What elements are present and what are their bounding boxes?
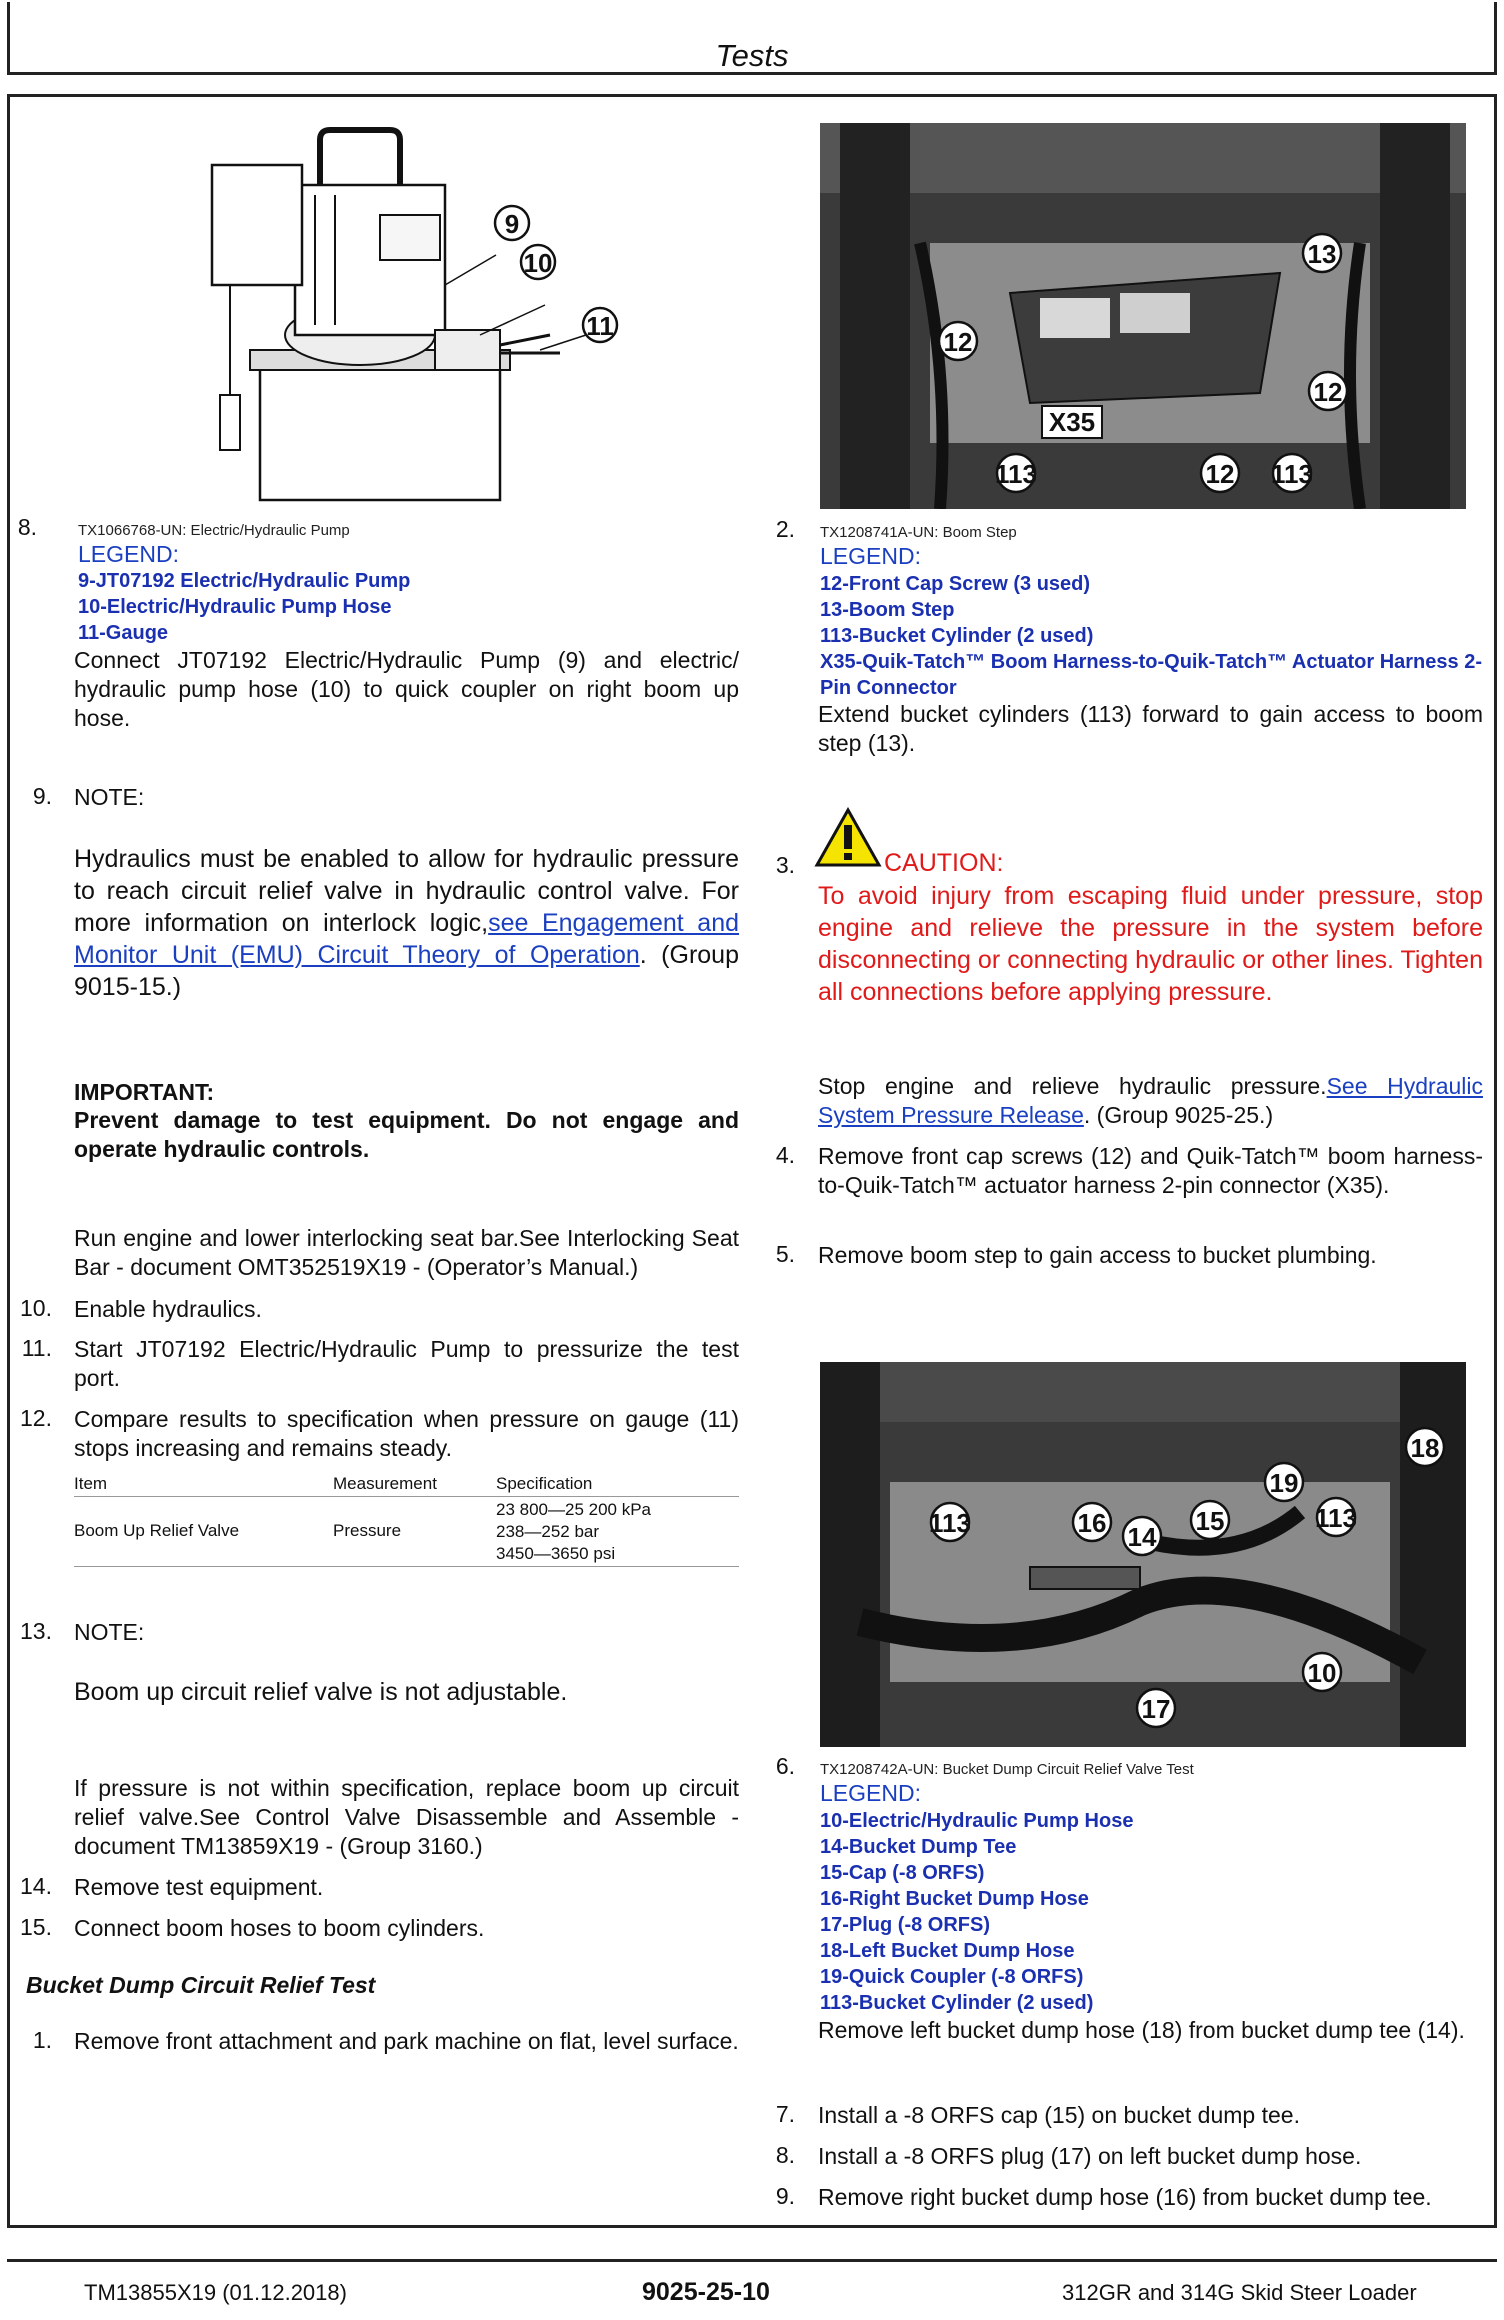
step-text-part1: Stop engine and relieve hydraulic pressure. — [818, 1073, 1327, 1099]
legend-title: LEGEND: — [820, 1780, 921, 1806]
legend-list — [78, 568, 410, 646]
callout-10-label: 10 — [523, 248, 553, 278]
callout-9-label: 9 — [504, 209, 520, 239]
step-text-part2: . (Group 9025-25.) — [1083, 1102, 1274, 1128]
step-text: Remove left bucket dump hose (18) from bucket dump tee (14). — [818, 2017, 1465, 2043]
section-title: Bucket Dump Circuit Relief Test — [26, 1972, 376, 1998]
step-number: 2. — [775, 516, 795, 542]
pressure-release-link[interactable]: See Hydraulic System Pressure Release — [818, 1073, 1483, 1128]
warning-triangle-icon — [814, 807, 882, 869]
legend-title: LEGEND: — [78, 541, 179, 567]
callout-113-label: 113 — [1271, 459, 1313, 489]
step-text: Compare results to specification when pressure on gauge (11) stops increasing and remains steady. — [74, 1406, 739, 1461]
step-number: 15. — [20, 1914, 52, 1940]
note-text: Boom up circuit relief valve is not adjustable. — [74, 1678, 568, 1706]
table-cell-item: Boom Up Relief Valve — [74, 1521, 240, 1540]
step-number: 4. — [775, 1142, 795, 1168]
step-text: Start JT07192 Electric/Hydraulic Pump to pressurize the test port. — [74, 1336, 739, 1391]
step-text — [818, 1072, 1483, 1130]
legend-item: 14-Bucket Dump Tee — [820, 1836, 1017, 1858]
callout-16-label: 16 — [1077, 1508, 1107, 1538]
legend-item: 13-Boom Step — [820, 599, 955, 621]
legend-list — [820, 571, 1482, 701]
step-number: 8. — [775, 2142, 795, 2168]
run-engine-text: Run engine and lower interlocking seat bar.See Interlocking Seat Bar - document OMT352519X19 - (Operator’s Manual.) — [74, 1225, 739, 1280]
footer-rule — [7, 2259, 1497, 2262]
note-text-part2: . (Group 9015-15.) — [74, 941, 739, 1001]
callout-13-label: 13 — [1307, 239, 1337, 269]
table-header-measurement: Measurement — [333, 1474, 437, 1493]
step-number: 9. — [32, 783, 52, 809]
step-text: Remove test equipment. — [74, 1874, 324, 1900]
legend-item: 10-Electric/Hydraulic Pump Hose — [820, 1810, 1134, 1832]
callout-14-label: 14 — [1127, 1522, 1157, 1552]
legend-item: 9-JT07192 Electric/Hydraulic Pump — [78, 570, 411, 592]
callout-113-label: 113 — [1315, 1503, 1357, 1533]
legend-item: 16-Right Bucket Dump Hose — [820, 1888, 1089, 1910]
boom-step-figure — [820, 123, 1466, 509]
step-number: 7. — [775, 2101, 795, 2127]
step-number: 1. — [32, 2027, 52, 2053]
note-text — [74, 843, 739, 1003]
note-label: NOTE: — [74, 784, 145, 810]
replace-valve-text: If pressure is not within specification, replace boom up circuit relief valve.See Control Valve Disassemble and Assemble - document TM13859X19 - (Group 3160.) — [74, 1775, 739, 1859]
callout-11-label: 11 — [586, 311, 614, 341]
legend-item: 17-Plug (-8 ORFS) — [820, 1914, 991, 1936]
note-text-part1: Hydraulics must be enabled to allow for hydraulic pressure to reach circuit relief valve in hydraulic control valve. For more information on interlock logic, — [74, 845, 739, 937]
step-text: Install a -8 ORFS plug (17) on left bucket dump hose. — [818, 2143, 1362, 2169]
legend-item: 12-Front Cap Screw (3 used) — [820, 573, 1091, 595]
legend-item: X35-Quik-Tatch™ Boom Harness-to-Quik-Tatch™ Actuator Harness 2-Pin Connector — [820, 651, 1482, 699]
figure-caption: TX1066768-UN: Electric/Hydraulic Pump — [78, 522, 350, 539]
bucket-dump-figure — [820, 1362, 1466, 1747]
legend-item: 18-Left Bucket Dump Hose — [820, 1940, 1075, 1962]
legend-item: 15-Cap (-8 ORFS) — [820, 1862, 985, 1884]
step-text: Connect JT07192 Electric/Hydraulic Pump (9) and electric/ hydraulic pump hose (10) to quick coupler on right boom up hose. — [74, 647, 739, 731]
callout-x35-label: X35 — [1048, 407, 1096, 437]
caution-text: To avoid injury from escaping fluid under pressure, stop engine and relieve the pressure in the system before disconnecting or connecting hydraulic or other lines. Tighten all connections before applying pressure. — [818, 882, 1483, 1006]
step-number: 13. — [20, 1618, 52, 1644]
step-number: 8. — [17, 514, 37, 540]
callout-12-label: 12 — [1313, 377, 1343, 407]
table-header-item: Item — [74, 1474, 108, 1493]
step-number: 5. — [775, 1241, 795, 1267]
spec-kpa: 23 800—25 200 kPa — [496, 1500, 652, 1519]
note-label: NOTE: — [74, 1619, 145, 1645]
spec-psi: 3450—3650 psi — [496, 1544, 616, 1563]
footer-page-number: 9025-25-10 — [642, 2278, 770, 2306]
emu-theory-link[interactable]: see Engagement and Monitor Unit (EMU) Circuit Theory of Operation — [74, 909, 740, 969]
table-header-specification: Specification — [496, 1474, 593, 1493]
callout-10-label: 10 — [1307, 1658, 1337, 1688]
callout-113-label: 113 — [929, 1508, 971, 1538]
step-number: 9. — [775, 2183, 795, 2209]
important-text: Prevent damage to test equipment. Do not engage and operate hydraulic controls. — [74, 1107, 739, 1162]
figure-caption: TX1208741A-UN: Boom Step — [820, 524, 1017, 541]
legend-item: 19-Quick Coupler (-8 ORFS) — [820, 1966, 1084, 1988]
step-number: 3. — [775, 852, 795, 878]
spec-bar: 238—252 bar — [496, 1522, 600, 1541]
callout-12-label: 12 — [943, 327, 973, 357]
figure-caption: TX1208742A-UN: Bucket Dump Circuit Relief Valve Test — [820, 1761, 1194, 1778]
step-number: 14. — [20, 1873, 52, 1899]
callout-12-label: 12 — [1205, 459, 1235, 489]
table-cell-measurement: Pressure — [333, 1521, 402, 1540]
step-text: Install a -8 ORFS cap (15) on bucket dump tee. — [818, 2102, 1300, 2128]
pump-figure — [200, 125, 640, 510]
step-number: 6. — [775, 1753, 795, 1779]
step-text: Remove front cap screws (12) and Quik-Tatch™ boom harness-to-Quik-Tatch™ actuator harness 2-pin connector (X35). — [818, 1143, 1483, 1198]
important-label: IMPORTANT: — [74, 1079, 215, 1105]
footer-document-id: TM13855X19 (01.12.2018) — [84, 2280, 347, 2305]
legend-list — [820, 1808, 1133, 2016]
step-number: 10. — [20, 1295, 52, 1321]
callout-113-label: 113 — [995, 459, 1037, 489]
legend-item: 10-Electric/Hydraulic Pump Hose — [78, 596, 392, 618]
step-text: Connect boom hoses to boom cylinders. — [74, 1915, 485, 1941]
step-number: 11. — [21, 1335, 52, 1361]
table-divider — [74, 1496, 739, 1497]
caution-label: CAUTION: — [884, 849, 1004, 877]
step-text: Remove boom step to gain access to bucket plumbing. — [818, 1242, 1377, 1268]
step-number: 12. — [20, 1405, 52, 1431]
table-divider — [74, 1566, 739, 1567]
page-header-title: Tests — [715, 38, 789, 73]
step-text: Extend bucket cylinders (113) forward to gain access to boom step (13). — [818, 701, 1483, 756]
callout-18-label: 18 — [1410, 1433, 1440, 1463]
step-text: Remove right bucket dump hose (16) from bucket dump tee. — [818, 2184, 1432, 2210]
table-cell-spec — [496, 1499, 651, 1565]
footer-product: 312GR and 314G Skid Steer Loader — [1062, 2280, 1417, 2305]
step-text: Enable hydraulics. — [74, 1296, 262, 1322]
callout-15-label: 15 — [1195, 1506, 1225, 1536]
legend-item: 113-Bucket Cylinder (2 used) — [820, 625, 1094, 647]
legend-title: LEGEND: — [820, 543, 921, 569]
legend-item: 113-Bucket Cylinder (2 used) — [820, 1992, 1094, 2014]
callout-17-label: 17 — [1141, 1694, 1171, 1724]
callout-19-label: 19 — [1269, 1468, 1299, 1498]
legend-item: 11-Gauge — [78, 622, 169, 644]
step-text: Remove front attachment and park machine on flat, level surface. — [74, 2028, 739, 2054]
